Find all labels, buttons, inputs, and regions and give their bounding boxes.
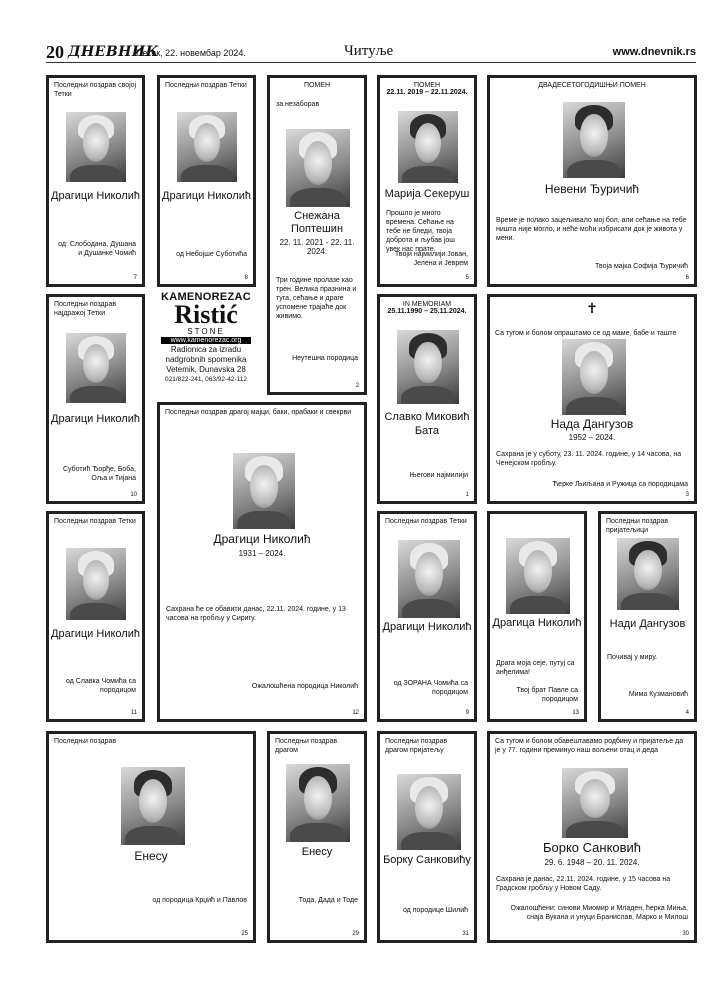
obituary-n1 xyxy=(377,294,477,504)
portrait-photo xyxy=(398,111,458,183)
notice-signature: Твој брат Павле са породицом xyxy=(516,687,578,703)
notice-signature: Твоја мајка Софија Ђуричић xyxy=(595,263,688,270)
notice-signature: од ЗОРАНА Чомића са породицом xyxy=(393,680,468,696)
ad-brand-stone: STONE xyxy=(187,327,225,336)
notice-heading: Последњи поздрав драгој мајци, баки, прабаки и свекрви xyxy=(165,409,352,416)
ad-title: KAMENOREZAC xyxy=(160,291,252,303)
memorial-dates: 22.11. 2019 – 22.11.2024. xyxy=(386,89,468,96)
notice-text: Време је полако зацељивало мој бол, али сећање на тебе ништа није могло, и неће моћи избрисати док је живота у мени. xyxy=(496,217,687,242)
obituary-n31 xyxy=(377,731,477,943)
obituary-n9 xyxy=(377,511,477,722)
notice-signature: Ожалошћена породица Николић xyxy=(251,683,358,690)
deceased-name: Славко Миковић xyxy=(384,411,470,423)
notice-heading: Са тугом и болом обавештавамо родбину и пријатеље да је у 77. години преминуо наш вољени отац и деда xyxy=(495,738,684,754)
notice-text: Почивај у миру. xyxy=(607,654,658,661)
notice-signature: од: Слободана, Душана и Душанке Чомић xyxy=(58,241,136,257)
notice-text: Прошло је много времена. Сећање на тебе не бледи, твоја доброта и љубав још увек нас прате. xyxy=(386,210,455,253)
portrait-photo xyxy=(506,538,570,614)
notice-signature: од Славка Чомића са породицом xyxy=(66,678,136,694)
page-number: 20 xyxy=(46,42,64,62)
obituary-n7 xyxy=(46,75,145,287)
deceased-name: Борку Санковићу xyxy=(383,854,471,866)
notice-number: 7 xyxy=(133,275,137,281)
notice-subheading: за незаборав xyxy=(276,101,320,108)
deceased-name: Драгици Николић xyxy=(51,190,140,202)
notice-signature: Ожалошћени: синови Миомир и Младен, ћерка Миња, снаја Вукана и унуци Бранислав, Марко и Милош xyxy=(510,905,688,921)
obituary-n10 xyxy=(46,294,145,504)
notice-signature: од породица Крџић и Павлов xyxy=(152,897,247,904)
obituary-n13 xyxy=(487,511,587,722)
section-title: Читуље xyxy=(344,43,394,59)
obituary-n11 xyxy=(46,511,145,722)
portrait-photo xyxy=(398,540,460,618)
deceased-nickname: Бата xyxy=(414,425,440,437)
notice-signature: Неутешна породица xyxy=(292,355,358,362)
notice-heading: Са тугом и болом опраштамо се од маме, бабе и таште xyxy=(495,330,677,337)
notice-number: 9 xyxy=(465,710,469,716)
notice-heading: Последњи поздрав xyxy=(54,738,117,745)
portrait-photo xyxy=(177,112,237,182)
ad-line-3: Vetemik, Dunavska 28 xyxy=(166,365,246,374)
portrait-photo xyxy=(66,548,126,620)
notice-text: Сахрана је данас, 22.11. 2024. године, у 15 часова на Градском гробљу у Новом Саду. xyxy=(496,876,671,892)
obituary-n25 xyxy=(46,731,256,943)
obituary-n5 xyxy=(377,75,477,287)
notice-number: 6 xyxy=(685,275,689,281)
ad-url[interactable]: www.kamenorezac.org xyxy=(161,337,251,344)
notice-number: 25 xyxy=(241,931,248,937)
notice-number: 4 xyxy=(685,710,689,716)
deceased-name: Енесу xyxy=(301,846,333,858)
obituary-n29 xyxy=(267,731,367,943)
notice-number: 1 xyxy=(465,492,469,498)
portrait-photo xyxy=(562,339,626,415)
notice-signature: од породице Шилић xyxy=(402,907,468,914)
deceased-name: Драгици Николић xyxy=(51,413,140,425)
ad-line-1: Radionica za izradu xyxy=(170,345,242,354)
notice-number: 3 xyxy=(685,492,689,498)
life-dates: 22. 11. 2021 - 22. 11. 2024. xyxy=(279,238,355,256)
obituary-n12 xyxy=(157,402,367,722)
deceased-name: Нада Дангузов xyxy=(550,417,634,431)
life-dates: 1952 – 2024. xyxy=(568,433,616,442)
portrait-photo xyxy=(562,768,628,838)
notice-number: 2 xyxy=(355,383,359,389)
notice-number: 30 xyxy=(682,931,689,937)
notice-signature: Ћерке Љиљана и Ружица са породицама xyxy=(552,481,688,488)
obituary-n2 xyxy=(267,75,367,395)
notice-heading: Последњи поздрав драгом пријатељу xyxy=(385,738,448,754)
notice-signature: од Небојше Суботића xyxy=(176,251,247,258)
notice-number: 10 xyxy=(130,492,137,498)
notice-text: Сахрана је у суботу, 23. 11. 2024. године, у 14 часова, на Ченејском гробљу. xyxy=(496,451,682,467)
notice-number: 12 xyxy=(352,710,359,716)
obituary-n8 xyxy=(157,75,256,287)
deceased-name: Драгици Николић xyxy=(213,532,311,546)
notice-heading: Последњи поздрав најдражој Тетки xyxy=(54,301,117,317)
obituary-n4 xyxy=(598,511,697,722)
deceased-name: Драгици Николић xyxy=(382,621,472,633)
notice-number: 31 xyxy=(462,931,469,937)
notice-heading: ПОМЕН xyxy=(413,82,441,89)
cross-icon: ✝ xyxy=(586,300,598,316)
notice-heading: Последњи поздрав пријатељици xyxy=(606,518,669,534)
notice-signature: Његови најмилији xyxy=(409,472,468,479)
notice-number: 8 xyxy=(244,275,248,281)
notice-text: Сахрана ће се обавити данас, 22.11. 2024. године, у 13 часова на гробљу у Сиригу. xyxy=(166,606,346,622)
ad-phone: 021/822-241, 063/92-42-112 xyxy=(165,376,247,383)
page-header xyxy=(46,44,696,62)
deceased-name: Нади Дангузов xyxy=(609,618,686,630)
notice-signature: Твоји најмилији Јован, Јелена и Јеврем xyxy=(394,251,468,267)
notice-heading: Последњи поздрав Тетки xyxy=(54,518,136,525)
ad-line-2: nadgrobnih spomenika xyxy=(165,355,247,364)
notice-heading: ДВАДЕСЕТОГОДИШЊИ ПОМЕН xyxy=(538,82,646,89)
portrait-photo xyxy=(617,538,679,610)
life-dates: 1931 – 2024. xyxy=(238,549,286,558)
notice-heading: Последњи поздрав Тетки xyxy=(385,518,467,525)
header-divider xyxy=(46,62,696,63)
life-dates: 29. 6. 1948 – 20. 11. 2024. xyxy=(544,858,640,867)
portrait-photo xyxy=(286,129,350,207)
deceased-name: Снежана Поптешин xyxy=(290,210,344,235)
deceased-name: Енесу xyxy=(134,849,168,863)
obituary-n30 xyxy=(487,731,697,943)
notice-signature: Тода, Дада и Тоде xyxy=(298,897,358,904)
notice-heading: Последњи поздрав Тетки xyxy=(165,82,247,89)
notice-text: Три године пролазе као трен. Велика празнина и туга, сећање и драге успомене трајаће док живимо. xyxy=(276,277,357,320)
notice-text: Драга моја сеје, путуј са анђелима! xyxy=(496,660,575,676)
notice-number: 5 xyxy=(465,275,469,281)
deceased-name: Драгица Николић xyxy=(492,617,582,629)
notice-heading: Последњи поздрав својој Тетки xyxy=(54,82,137,98)
portrait-photo xyxy=(66,333,126,403)
deceased-name: Марија Секеруш xyxy=(384,188,470,200)
portrait-photo xyxy=(121,767,185,845)
notice-heading: ПОМЕН xyxy=(303,82,331,89)
issue-date: Петак, 22. новембар 2024. xyxy=(136,48,246,58)
portrait-photo xyxy=(233,453,295,529)
portrait-photo xyxy=(286,764,350,842)
deceased-name: Драгици Николић xyxy=(162,190,251,202)
obituary-n3 xyxy=(487,294,697,504)
notice-number: 11 xyxy=(130,710,137,716)
website-link[interactable]: www.dnevnik.rs xyxy=(612,46,696,58)
deceased-name: Невени Ђуричић xyxy=(544,182,640,196)
notice-heading: IN MEMORIAM xyxy=(402,301,452,308)
deceased-name: Борко Санковић xyxy=(542,840,642,855)
deceased-name: Драгици Николић xyxy=(51,628,140,640)
portrait-photo xyxy=(563,102,625,178)
notice-signature: Суботић Ђорђе, Боба, Оља и Тијана xyxy=(62,466,136,482)
stonemason-advertisement[interactable] xyxy=(157,291,255,396)
memorial-dates: 25.11.1990 – 25.11.2024. xyxy=(387,308,467,315)
notice-number: 13 xyxy=(572,710,579,716)
notice-signature: Мима Кузмановић xyxy=(628,691,688,698)
obituary-n6 xyxy=(487,75,697,287)
portrait-photo xyxy=(66,112,126,182)
notice-number: 29 xyxy=(352,931,359,937)
portrait-photo xyxy=(397,774,461,850)
ad-brand: Ristić xyxy=(174,300,238,329)
newspaper-logo: ДНЕВНИК xyxy=(68,44,159,60)
portrait-photo xyxy=(397,330,459,404)
notice-heading: Последњи поздрав драгом xyxy=(275,738,338,754)
